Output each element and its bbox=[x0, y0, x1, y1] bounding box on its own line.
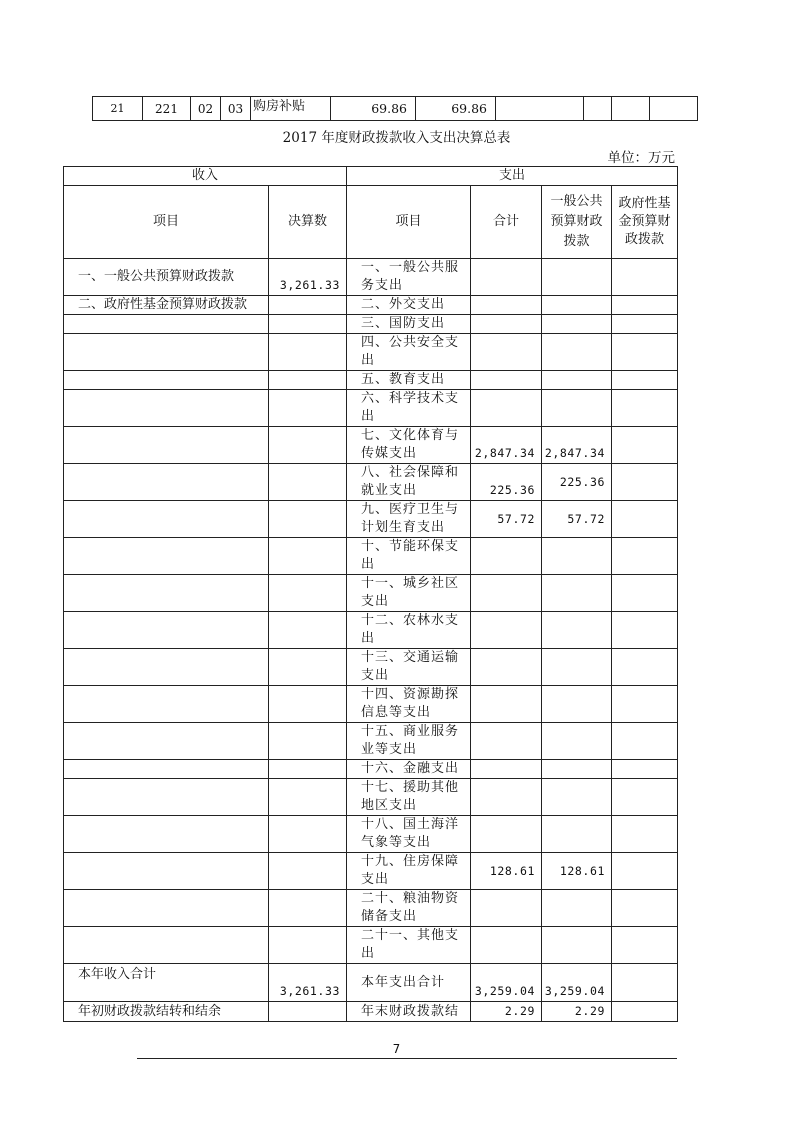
expense-general-cell: 2.29 bbox=[542, 1002, 612, 1022]
table-row bbox=[64, 779, 678, 816]
expense-general-header: 一般公共预算财政拨款 bbox=[542, 186, 612, 259]
expense-total-cell bbox=[471, 890, 542, 927]
table-row bbox=[64, 649, 678, 686]
expense-fund-cell bbox=[612, 296, 678, 315]
expense-item-cell: 五、教育支出 bbox=[347, 371, 471, 390]
expense-fund-cell bbox=[612, 575, 678, 612]
table-row bbox=[64, 390, 678, 427]
income-amount-header: 决算数 bbox=[269, 186, 347, 259]
expense-item-cell: 十八、国土海洋气象等支出 bbox=[347, 816, 471, 853]
income-item-cell bbox=[64, 464, 269, 501]
income-item-cell: 本年收入合计 bbox=[64, 964, 269, 1002]
table-row bbox=[64, 723, 678, 760]
income-amount-cell bbox=[269, 390, 347, 427]
income-item-cell: 二、政府性基金预算财政拨款 bbox=[64, 296, 269, 315]
income-item-cell bbox=[64, 427, 269, 464]
expense-item-cell: 本年支出合计 bbox=[347, 964, 471, 1002]
expense-item-cell: 七、文化体育与传媒支出 bbox=[347, 427, 471, 464]
expense-general-cell bbox=[542, 296, 612, 315]
expense-total-cell bbox=[471, 816, 542, 853]
expense-fund-cell bbox=[612, 686, 678, 723]
expense-item-cell: 三、国防支出 bbox=[347, 315, 471, 334]
expense-total-cell: 2.29 bbox=[471, 1002, 542, 1022]
expense-total-cell bbox=[471, 927, 542, 964]
expense-total-cell bbox=[471, 575, 542, 612]
expense-fund-cell bbox=[612, 464, 678, 501]
expense-total-cell: 128.61 bbox=[471, 853, 542, 890]
expense-item-cell: 二十、粮油物资储备支出 bbox=[347, 890, 471, 927]
expense-fund-cell bbox=[612, 390, 678, 427]
income-amount-cell bbox=[269, 315, 347, 334]
income-amount-cell: 3,261.33 bbox=[269, 259, 347, 296]
table-row bbox=[64, 464, 678, 501]
expense-general-cell bbox=[542, 649, 612, 686]
table-row bbox=[64, 538, 678, 575]
income-amount-cell bbox=[269, 501, 347, 538]
income-amount-cell bbox=[269, 760, 347, 779]
fragment-cell bbox=[612, 97, 650, 121]
income-item-cell bbox=[64, 538, 269, 575]
income-amount-cell bbox=[269, 686, 347, 723]
expense-item-cell: 四、公共安全支出 bbox=[347, 334, 471, 371]
expense-general-cell: 3,259.04 bbox=[542, 964, 612, 1002]
income-amount-cell bbox=[269, 853, 347, 890]
income-item-cell bbox=[64, 315, 269, 334]
expense-general-cell bbox=[542, 575, 612, 612]
expense-item-cell: 十三、交通运输支出 bbox=[347, 649, 471, 686]
table-row bbox=[64, 315, 678, 334]
expense-general-cell bbox=[542, 371, 612, 390]
expense-fund-cell bbox=[612, 927, 678, 964]
income-item-cell bbox=[64, 890, 269, 927]
income-amount-cell bbox=[269, 649, 347, 686]
expense-item-cell: 十七、援助其他地区支出 bbox=[347, 779, 471, 816]
expense-fund-cell bbox=[612, 890, 678, 927]
income-item-cell bbox=[64, 334, 269, 371]
expense-total-cell bbox=[471, 779, 542, 816]
table-row bbox=[64, 890, 678, 927]
income-amount-cell bbox=[269, 371, 347, 390]
expense-total-cell bbox=[471, 371, 542, 390]
income-item-cell bbox=[64, 686, 269, 723]
fragment-total: 69.86 bbox=[331, 97, 416, 121]
expense-fund-cell bbox=[612, 612, 678, 649]
expense-fund-cell bbox=[612, 779, 678, 816]
expense-item-header: 项目 bbox=[347, 186, 471, 259]
expense-total-cell: 3,259.04 bbox=[471, 964, 542, 1002]
expense-fund-header: 政府性基金预算财政拨款 bbox=[612, 186, 678, 259]
expense-fund-cell bbox=[612, 760, 678, 779]
expense-item-cell: 二、外交支出 bbox=[347, 296, 471, 315]
expense-total-cell: 57.72 bbox=[471, 501, 542, 538]
expense-item-cell: 十五、商业服务业等支出 bbox=[347, 723, 471, 760]
expense-fund-cell bbox=[612, 371, 678, 390]
expense-fund-cell bbox=[612, 315, 678, 334]
table-row bbox=[64, 760, 678, 779]
expense-item-cell: 八、社会保障和就业支出 bbox=[347, 464, 471, 501]
expense-general-cell bbox=[542, 779, 612, 816]
footer-rule bbox=[137, 1058, 677, 1059]
expense-item-cell: 十四、资源勘探信息等支出 bbox=[347, 686, 471, 723]
table-row bbox=[64, 296, 678, 315]
expense-general-cell: 128.61 bbox=[542, 853, 612, 890]
expense-fund-cell bbox=[612, 853, 678, 890]
table-row bbox=[64, 371, 678, 390]
expense-item-cell: 十六、金融支出 bbox=[347, 760, 471, 779]
income-amount-cell bbox=[269, 296, 347, 315]
expense-general-cell bbox=[542, 259, 612, 296]
expense-item-cell: 一、一般公共服务支出 bbox=[347, 259, 471, 296]
expense-fund-cell bbox=[612, 334, 678, 371]
income-item-cell bbox=[64, 760, 269, 779]
expense-fund-cell bbox=[612, 427, 678, 464]
expense-total-cell bbox=[471, 612, 542, 649]
fragment-item-name: 购房补贴 bbox=[251, 97, 331, 121]
expense-general-cell bbox=[542, 334, 612, 371]
expense-fund-cell bbox=[612, 964, 678, 1002]
unit-label: 单位：万元 bbox=[607, 150, 675, 166]
document-title: 2017 年度财政拨款收入支出决算总表 bbox=[282, 130, 511, 146]
table-row bbox=[64, 686, 678, 723]
expense-general-cell bbox=[542, 612, 612, 649]
group-header-row bbox=[64, 167, 678, 186]
expense-general-cell bbox=[542, 890, 612, 927]
income-amount-cell bbox=[269, 890, 347, 927]
expense-general-cell bbox=[542, 723, 612, 760]
income-amount-cell: 3,261.33 bbox=[269, 964, 347, 1002]
previous-table-fragment bbox=[92, 96, 698, 121]
expense-fund-cell bbox=[612, 259, 678, 296]
fragment-category-code: 221 bbox=[143, 97, 191, 121]
fragment-cell bbox=[584, 97, 612, 121]
expense-total-header: 合计 bbox=[471, 186, 542, 259]
table-row bbox=[64, 575, 678, 612]
expense-general-cell bbox=[542, 315, 612, 334]
expense-total-cell bbox=[471, 334, 542, 371]
expense-fund-cell bbox=[612, 723, 678, 760]
expense-total-cell bbox=[471, 649, 542, 686]
expense-total-cell bbox=[471, 538, 542, 575]
income-amount-cell bbox=[269, 612, 347, 649]
table-row bbox=[64, 427, 678, 464]
income-amount-cell bbox=[269, 538, 347, 575]
fragment-class-code: 21 bbox=[93, 97, 143, 121]
expense-fund-cell bbox=[612, 816, 678, 853]
income-item-cell bbox=[64, 390, 269, 427]
fragment-item-code: 03 bbox=[221, 97, 251, 121]
fragment-cell bbox=[650, 97, 698, 121]
expense-item-cell: 年末财政拨款结 bbox=[347, 1002, 471, 1022]
expense-total-cell: 225.36 bbox=[471, 464, 542, 501]
expense-item-cell: 六、科学技术支出 bbox=[347, 390, 471, 427]
expense-item-cell: 十、节能环保支出 bbox=[347, 538, 471, 575]
expense-fund-cell bbox=[612, 538, 678, 575]
income-item-cell bbox=[64, 501, 269, 538]
income-amount-cell bbox=[269, 427, 347, 464]
income-item-cell bbox=[64, 649, 269, 686]
income-item-cell bbox=[64, 816, 269, 853]
expense-total-cell bbox=[471, 686, 542, 723]
income-item-cell bbox=[64, 612, 269, 649]
expense-total-cell bbox=[471, 760, 542, 779]
column-header-row bbox=[64, 186, 678, 259]
expense-general-cell bbox=[542, 760, 612, 779]
expense-item-cell: 十一、城乡社区支出 bbox=[347, 575, 471, 612]
budget-summary-table bbox=[63, 166, 678, 1022]
expense-general-cell bbox=[542, 390, 612, 427]
table-row bbox=[64, 927, 678, 964]
income-group-header: 收入 bbox=[64, 167, 347, 186]
expense-general-cell bbox=[542, 538, 612, 575]
income-amount-cell bbox=[269, 779, 347, 816]
table-row bbox=[64, 501, 678, 538]
income-amount-cell bbox=[269, 334, 347, 371]
expense-total-cell: 2,847.34 bbox=[471, 427, 542, 464]
expense-group-header: 支出 bbox=[347, 167, 678, 186]
fragment-row bbox=[93, 97, 698, 121]
income-amount-cell bbox=[269, 575, 347, 612]
expense-fund-cell bbox=[612, 501, 678, 538]
income-item-cell bbox=[64, 575, 269, 612]
table-row bbox=[64, 259, 678, 296]
income-item-cell: 年初财政拨款结转和结余 bbox=[64, 1002, 269, 1022]
income-amount-cell bbox=[269, 464, 347, 501]
page-number: 7 bbox=[392, 1042, 401, 1056]
income-item-cell bbox=[64, 853, 269, 890]
table-row bbox=[64, 612, 678, 649]
table-row bbox=[64, 853, 678, 890]
income-item-cell bbox=[64, 927, 269, 964]
expense-item-cell: 九、医疗卫生与计划生育支出 bbox=[347, 501, 471, 538]
income-item-cell bbox=[64, 371, 269, 390]
income-item-cell bbox=[64, 779, 269, 816]
fragment-basic: 69.86 bbox=[416, 97, 496, 121]
income-item-header: 项目 bbox=[64, 186, 269, 259]
income-item-cell bbox=[64, 723, 269, 760]
table-row bbox=[64, 1002, 678, 1022]
income-amount-cell bbox=[269, 927, 347, 964]
expense-item-cell: 十二、农林水支出 bbox=[347, 612, 471, 649]
expense-general-cell: 2,847.34 bbox=[542, 427, 612, 464]
expense-general-cell bbox=[542, 686, 612, 723]
expense-general-cell: 57.72 bbox=[542, 501, 612, 538]
expense-item-cell: 十九、住房保障支出 bbox=[347, 853, 471, 890]
expense-fund-cell bbox=[612, 1002, 678, 1022]
expense-total-cell bbox=[471, 259, 542, 296]
income-amount-cell bbox=[269, 723, 347, 760]
expense-general-cell bbox=[542, 816, 612, 853]
expense-item-cell: 二十一、其他支出 bbox=[347, 927, 471, 964]
income-item-cell: 一、一般公共预算财政拨款 bbox=[64, 259, 269, 296]
expense-total-cell bbox=[471, 723, 542, 760]
fragment-section-code: 02 bbox=[191, 97, 221, 121]
income-amount-cell bbox=[269, 816, 347, 853]
fragment-cell bbox=[496, 97, 584, 121]
expense-fund-cell bbox=[612, 649, 678, 686]
expense-general-cell bbox=[542, 927, 612, 964]
table-row bbox=[64, 964, 678, 1002]
table-row bbox=[64, 334, 678, 371]
expense-total-cell bbox=[471, 390, 542, 427]
expense-total-cell bbox=[471, 296, 542, 315]
expense-general-cell: 225.36 bbox=[542, 464, 612, 501]
expense-total-cell bbox=[471, 315, 542, 334]
table-row bbox=[64, 816, 678, 853]
income-amount-cell bbox=[269, 1002, 347, 1022]
